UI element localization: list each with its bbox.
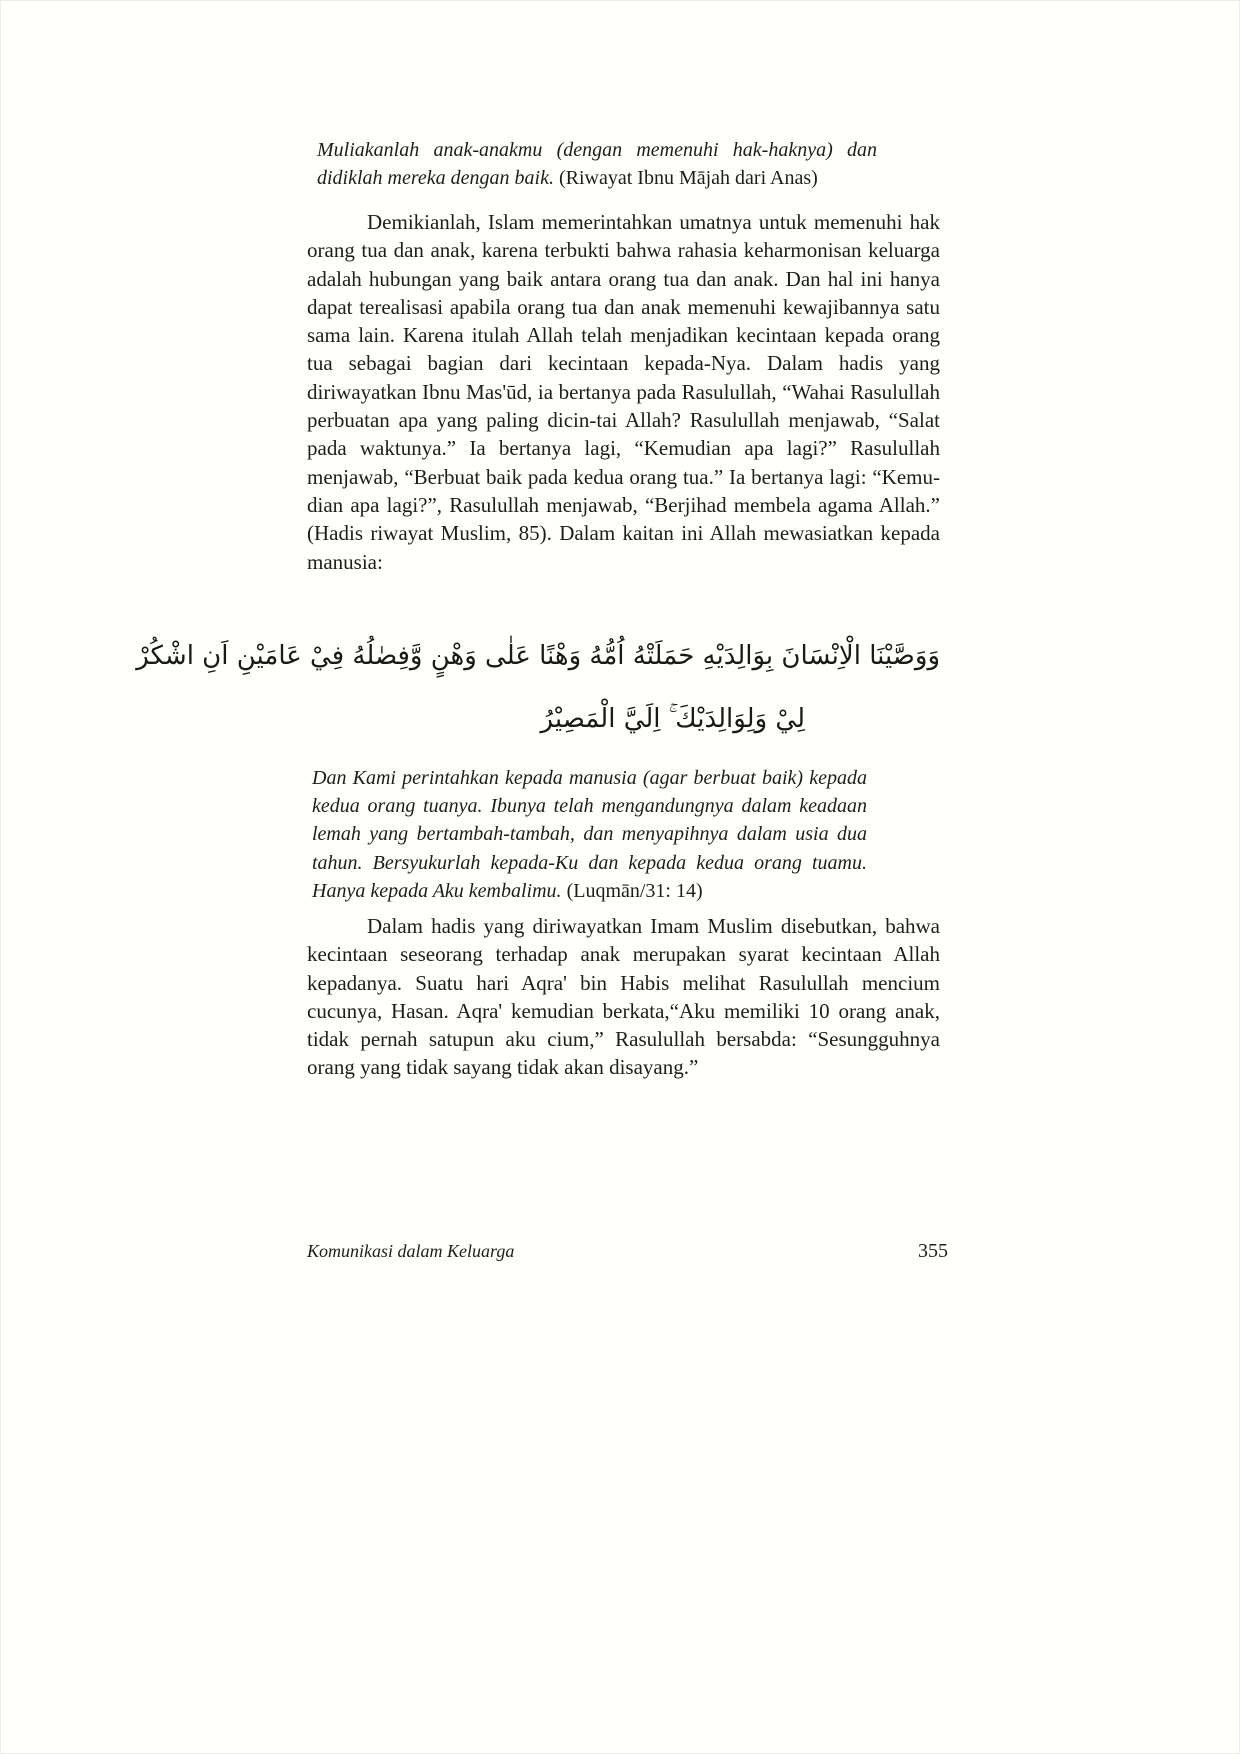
- hadith-quote-text: Muliakanlah anak-anakmu (dengan memenuhi hak-haknya) dan didiklah mereka dengan baik.: [317, 139, 877, 189]
- verse-translation-source: (Luqmān/31: 14): [566, 879, 703, 902]
- hadith-quote-block: [317, 136, 877, 192]
- running-title: Komunikasi dalam Keluarga: [307, 1241, 515, 1261]
- quran-verse-line-2: لِيْ وَلِوَالِدَيْكَ ۚ اِلَيَّ الْمَصِيْرُ: [540, 704, 805, 734]
- page-footer: [307, 1240, 948, 1263]
- verse-translation-text: Dan Kami perintahkan kepada manusia (agar berbuat baik) kepada kedua orang tuanya. Ibunya telah mengandungnya dalam keadaan lemah yang bertambah-tambah, dan menyapihnya dalam usia dua tahun. Bersyukurlah kepada-Ku dan kepada kedua orang tuamu. Hanya kepada Aku kembalimu.: [312, 767, 867, 902]
- quran-verse-arabic: [136, 624, 940, 750]
- paragraph-1: Demikianlah, Islam memerintahkan umatnya untuk memenuhi hak orang tua dan anak, karena terbukti bahwa rahasia keharmonisan keluarga adalah hubungan yang baik antara orang tua dan anak. Dan hal ini hanya dapat terealisasi apabila orang tua dan anak memenuhi kewajibannya satu sama lain. Karena itulah Allah telah menjadikan kecintaan kepada orang tua sebagai bagian dari kecintaan kepada-Nya. Dalam hadis yang diriwayatkan Ibnu Mas'ūd, ia bertanya pada Rasulullah, “Wahai Rasulullah perbuatan apa yang paling dicin-tai Allah? Rasulullah menjawab, “Salat pada waktunya.” Ia bertanya lagi, “Kemudian apa lagi?” Rasulullah menjawab, “Berbuat baik pada kedua orang tua.” Ia bertanya lagi: “Kemu-dian apa lagi?”, Rasulullah menjawab, “Berjihad membela agama Allah.” (Hadis riwayat Muslim, 85). Dalam kaitan ini Allah mewasiatkan kepada manusia:: [307, 210, 940, 574]
- hadith-quote-source: (Riwayat Ibnu Mājah dari Anas): [558, 167, 818, 189]
- page-number: 355: [918, 1240, 948, 1262]
- paragraph-2: Dalam hadis yang diriwayatkan Imam Muslim disebutkan, bahwa kecintaan seseorang terhadap anak merupakan syarat kecintaan Allah kepadanya. Suatu hari Aqra' bin Habis melihat Rasulullah mencium cucunya, Hasan. Aqra' kemudian berkata,“Aku memiliki 10 orang anak, tidak pernah satupun aku cium,” Rasulullah bersabda: “Sesungguhnya orang yang tidak sayang tidak akan disayang.”: [307, 914, 940, 1080]
- quran-verse-line-1: وَوَصَّيْنَا الْاِنْسَانَ بِوَالِدَيْهِ حَمَلَتْهُ اُمُّهُ وَهْنًا عَلٰى وَهْنٍ وَّفِصٰلُهُ فِيْ عَامَيْنِ اَنِ اشْكُرْ: [136, 641, 940, 671]
- verse-translation-block: [312, 764, 867, 905]
